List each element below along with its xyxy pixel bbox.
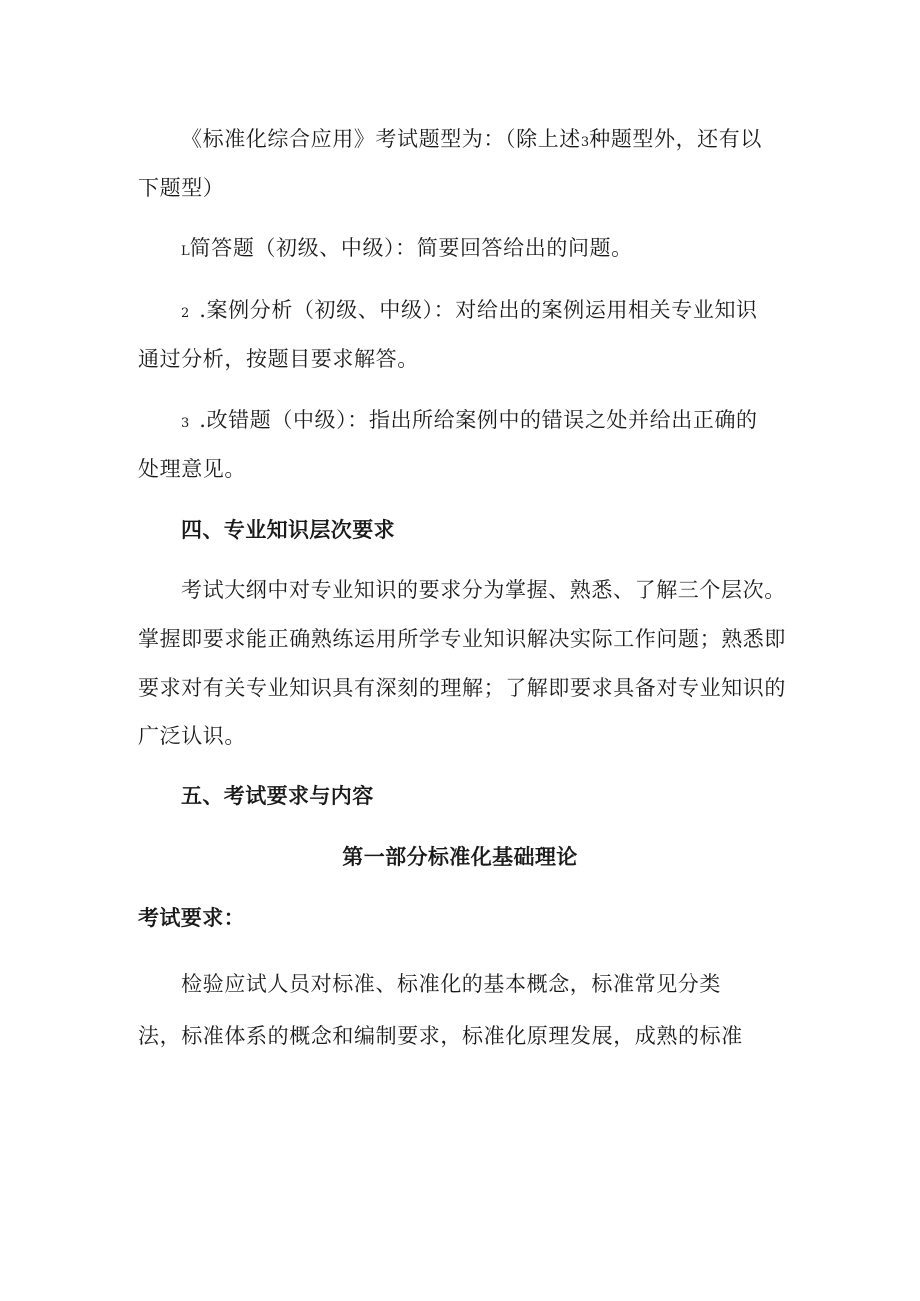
list-item-1-number: L (181, 244, 190, 259)
section-5-heading: 五、考试要求与内容 (181, 784, 374, 808)
section-5-line-2: 法，标准体系的概念和编制要求，标准化原理发展，成熟的标准 (138, 1024, 743, 1048)
section-4-heading: 四、专业知识层次要求 (181, 518, 395, 542)
list-item-2 (181, 296, 758, 328)
list-item-3-number: 3 (181, 416, 190, 431)
list-item-1 (181, 234, 633, 266)
intro-line-1-text: 《标准化综合应用》考试题型为：（除上述 (181, 127, 581, 151)
intro-line-2: 下题型） (138, 176, 225, 200)
intro-line-1-tail: 种题型外，还有以 (589, 127, 762, 151)
list-item-2-line-2: 通过分析，按题目要求解答。 (138, 347, 419, 371)
section-4-line-3: 要求对有关专业知识具有深刻的理解；了解即要求具备对专业知识的 (138, 676, 786, 700)
section-4-line-1: 考试大纲中对专业知识的要求分为掌握、熟悉、了解三个层次。 (181, 578, 786, 602)
list-item-3-line-2: 处理意见。 (138, 457, 246, 481)
list-item-2-number: 2 (181, 306, 190, 321)
intro-line-1 (181, 125, 762, 157)
list-item-1-text: 简答题（初级、中级）：简要回答给出的问题。 (189, 236, 633, 260)
section-5-line-1: 检验应试人员对标准、标准化的基本概念，标准常见分类 (181, 972, 721, 996)
intro-count-number: 3 (580, 135, 590, 150)
list-item-3 (181, 406, 758, 438)
part-title: 第一部分标准化基础理论 (342, 845, 578, 869)
section-4-line-4: 广泛认识。 (138, 724, 246, 748)
list-item-2-line-1: .案例分析（初级、中级）：对给出的案例运用相关专业知识 (199, 298, 758, 322)
exam-requirements-label: 考试要求： (138, 906, 245, 930)
list-item-3-line-1: .改错题（中级）：指出所给案例中的错误之处并给出正确的 (199, 408, 758, 432)
section-4-line-2: 掌握即要求能正确熟练运用所学专业知识解决实际工作问题；熟悉即 (138, 627, 786, 651)
